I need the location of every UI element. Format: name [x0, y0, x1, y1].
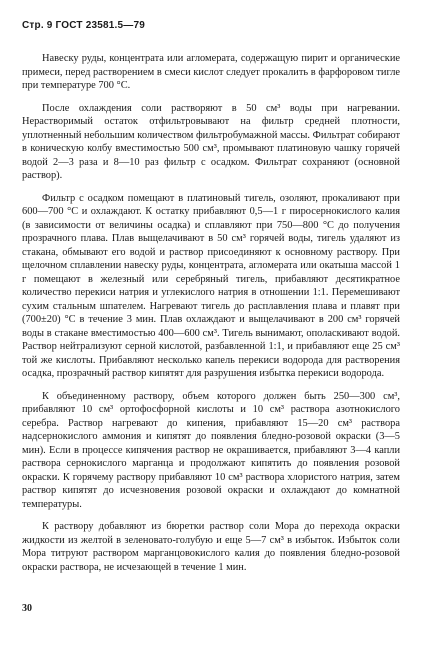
paragraph-5: К раствору добавляют из бюретки раствор соли Мора до перехода окраски жидкости из желтой в зеленовато-голубую и еще 5—7 см³ в избыток. Избыток соли Мора титруют раствором марганцовокислого калия до появления бледно-розовой окраски раствора, не исчезающей в течение 1 мин. — [22, 521, 400, 573]
document-body — [22, 52, 400, 574]
paragraph-3: Фильтр с осадком помещают в платиновый тигель, озоляют, прокаливают при 600—700 °С и охлаждают. К остатку прибавляют 0,5—1 г пиросернокислого калия (в зависимости от величины осадка) и сплавляют при 750—800 °С до получения прозрачного плава. Плав выщелачивают в 50 см³ горячей воды, тигель удаляют из стакана, обмывают его водой и раствор присоединяют к основному раствору. При щелочном сплавлении навеску руды, концентрата, агломерата или окатыша массой 1 г помещают в железный или серебряный тигель, прибавляют десятикратное количество перекиси натрия и углекислого натрия в отношении 1:1. Перемешивают сухим стальным шпателем. Нагревают тигель до расплавления плава и плавят при (700±20) °С в течение 3 мин. Плав охлаждают и выщелачивают в 200 см³ горячей воды в стакане вместимостью 400—600 см³. Тигель вынимают, ополаскивают водой. Раствор нейтрализуют серной кислотой, разбавленной 1:1, и прибавляют еще 25 см³ той же кислоты. Прибавляют несколько капель перекиси водорода для растворения осадка, прозрачный раствор кипятят для разрушения избытка перекиси водорода. — [22, 192, 400, 379]
page-header: Стр. 9 ГОСТ 23581.5—79 — [22, 20, 145, 31]
paragraph-1: Навеску руды, концентрата или агломерата, содержащую пирит и органические примеси, перед растворением в смеси кислот следует прокалить в фарфоровом тигле при температуре 700 °С. — [22, 53, 400, 91]
paragraph-2: После охлаждения соли растворяют в 50 см³ воды при нагревании. Нерастворимый остаток отфильтровывают на фильтр средней плотности, уплотненный небольшим количеством фильтробумажной массы. Фильтрат собирают в коническую колбу вместимостью 500 см³, промывают платиновую чашку горячей водой 2—3 раза и 8—10 раз фильтр с осадком. Фильтрат сохраняют (основной раствор). — [22, 102, 400, 181]
paragraph-4: К объединенному раствору, объем которого должен быть 250—300 см³, прибавляют 10 см³ ортофосфорной кислоты и 10 см³ раствора азотнокислого серебра. Раствор нагревают до кипения, прибавляют 15—20 см³ раствора надсернокислого аммония и кипятят до появления бледно-розовой окраски (3—5 мин). Если в процессе кипячения раствор не окрашивается, прибавляют 3—4 капли раствора сернокислого марганца и продолжают кипятить до появления розовой окраски. К горячему раствору прибавляют 10 см³ раствора хлористого натрия, затем раствор кипятят до исчезновения розовой окраски и охлаждают до комнатной температуры. — [22, 390, 400, 510]
page-number: 30 — [22, 603, 32, 614]
